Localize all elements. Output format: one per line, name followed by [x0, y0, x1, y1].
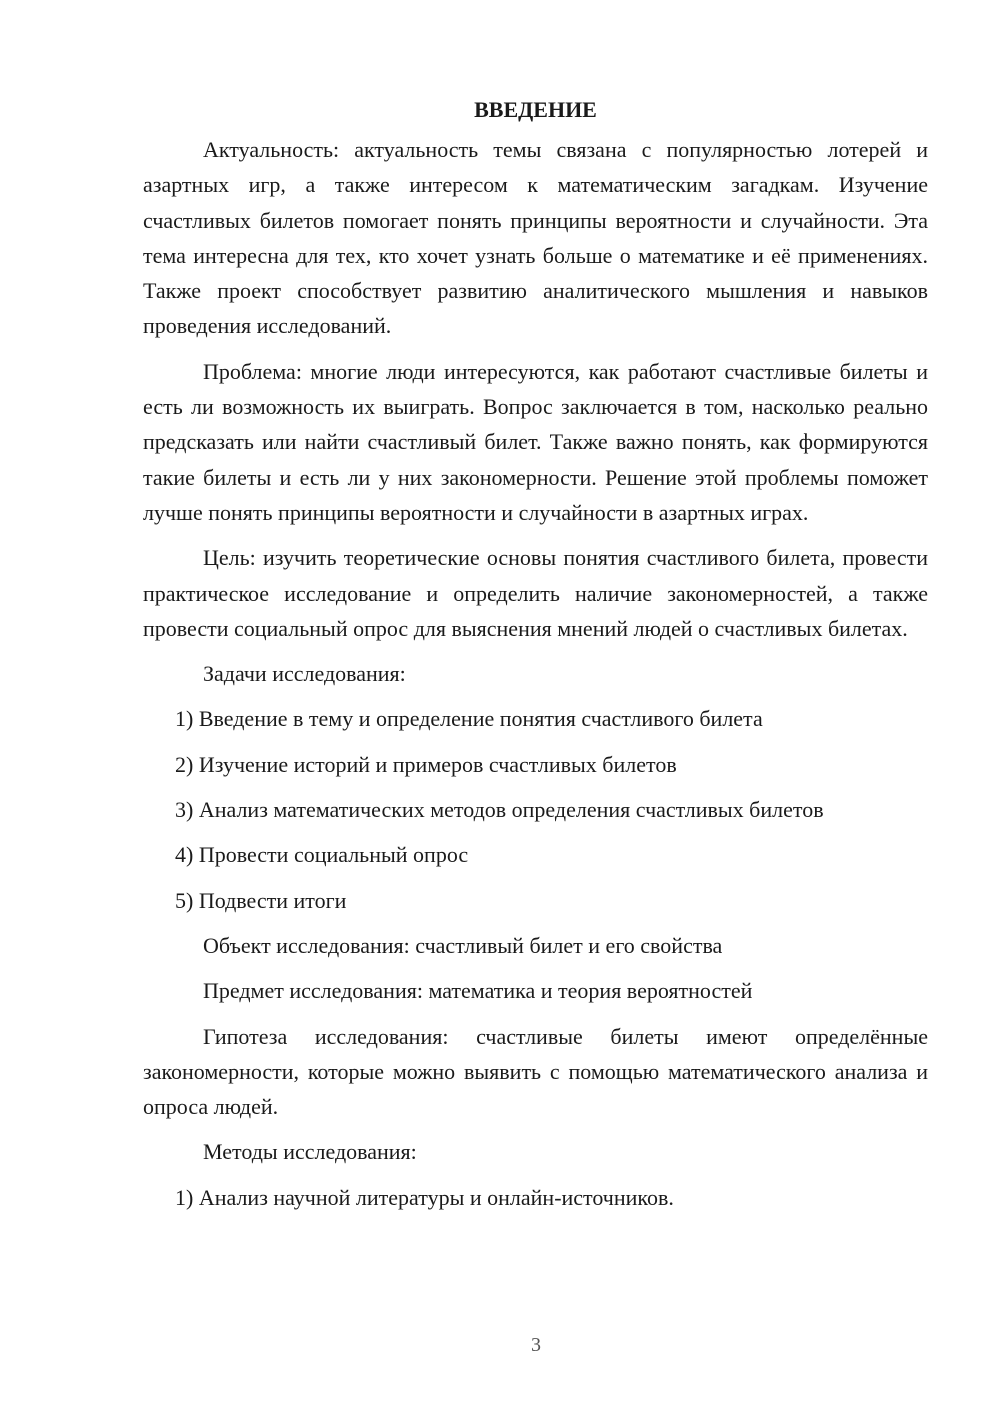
task-item: 3) Анализ математических методов определения счастливых билетов — [175, 797, 824, 823]
task-item: 1) Введение в тему и определение понятия счастливого билета — [175, 706, 763, 732]
object-paragraph: Объект исследования: счастливый билет и его свойства — [203, 932, 723, 958]
tasks-heading: Задачи исследования: — [203, 661, 406, 687]
subject-paragraph: Предмет исследования: математика и теория вероятностей — [203, 978, 753, 1004]
methods-heading: Методы исследования: — [203, 1139, 417, 1165]
method-item: 1) Анализ научной литературы и онлайн-источников. — [175, 1184, 674, 1210]
goal-paragraph: Цель: изучить теоретические основы понятия счастливого билета, провести практическое исследование и определить наличие закономерностей, а также провести социальный опрос для выяснения мнений людей о счастливых билетах. — [143, 545, 928, 641]
task-item: 5) Подвести итоги — [175, 887, 347, 913]
document-page — [143, 92, 928, 1225]
hypothesis-paragraph: Гипотеза исследования: счастливые билеты имеют определённые закономерности, которые можно выявить с помощью математического анализа и опроса людей. — [143, 1023, 928, 1120]
task-item: 4) Провести социальный опрос — [175, 842, 469, 868]
relevance-paragraph: Актуальность: актуальность темы связана с популярностью лотерей и азартных игр, а также интересом к математическим загадкам. Изучение счастливых билетов помогает понять принципы вероятности и случайности. Эта тема интересна для тех, кто хочет узнать больше о математике и её применениях. Также проект способствует развитию аналитического мышления и навыков проведения исследований. — [143, 137, 928, 339]
task-item: 2) Изучение историй и примеров счастливых билетов — [175, 751, 677, 777]
page-number: 3 — [531, 1334, 541, 1356]
problem-paragraph: Проблема: многие люди интересуются, как работают счастливые билеты и есть ли возможность их выиграть. Вопрос заключается в том, насколько реально предсказать или найти счастливый билет. Также важно понять, как формируются такие билеты и есть ли у них закономерности. Решение этой проблемы поможет лучше понять принципы вероятности и случайности в азартных играх. — [143, 358, 928, 525]
section-title: ВВЕДЕНИЕ — [474, 97, 597, 122]
